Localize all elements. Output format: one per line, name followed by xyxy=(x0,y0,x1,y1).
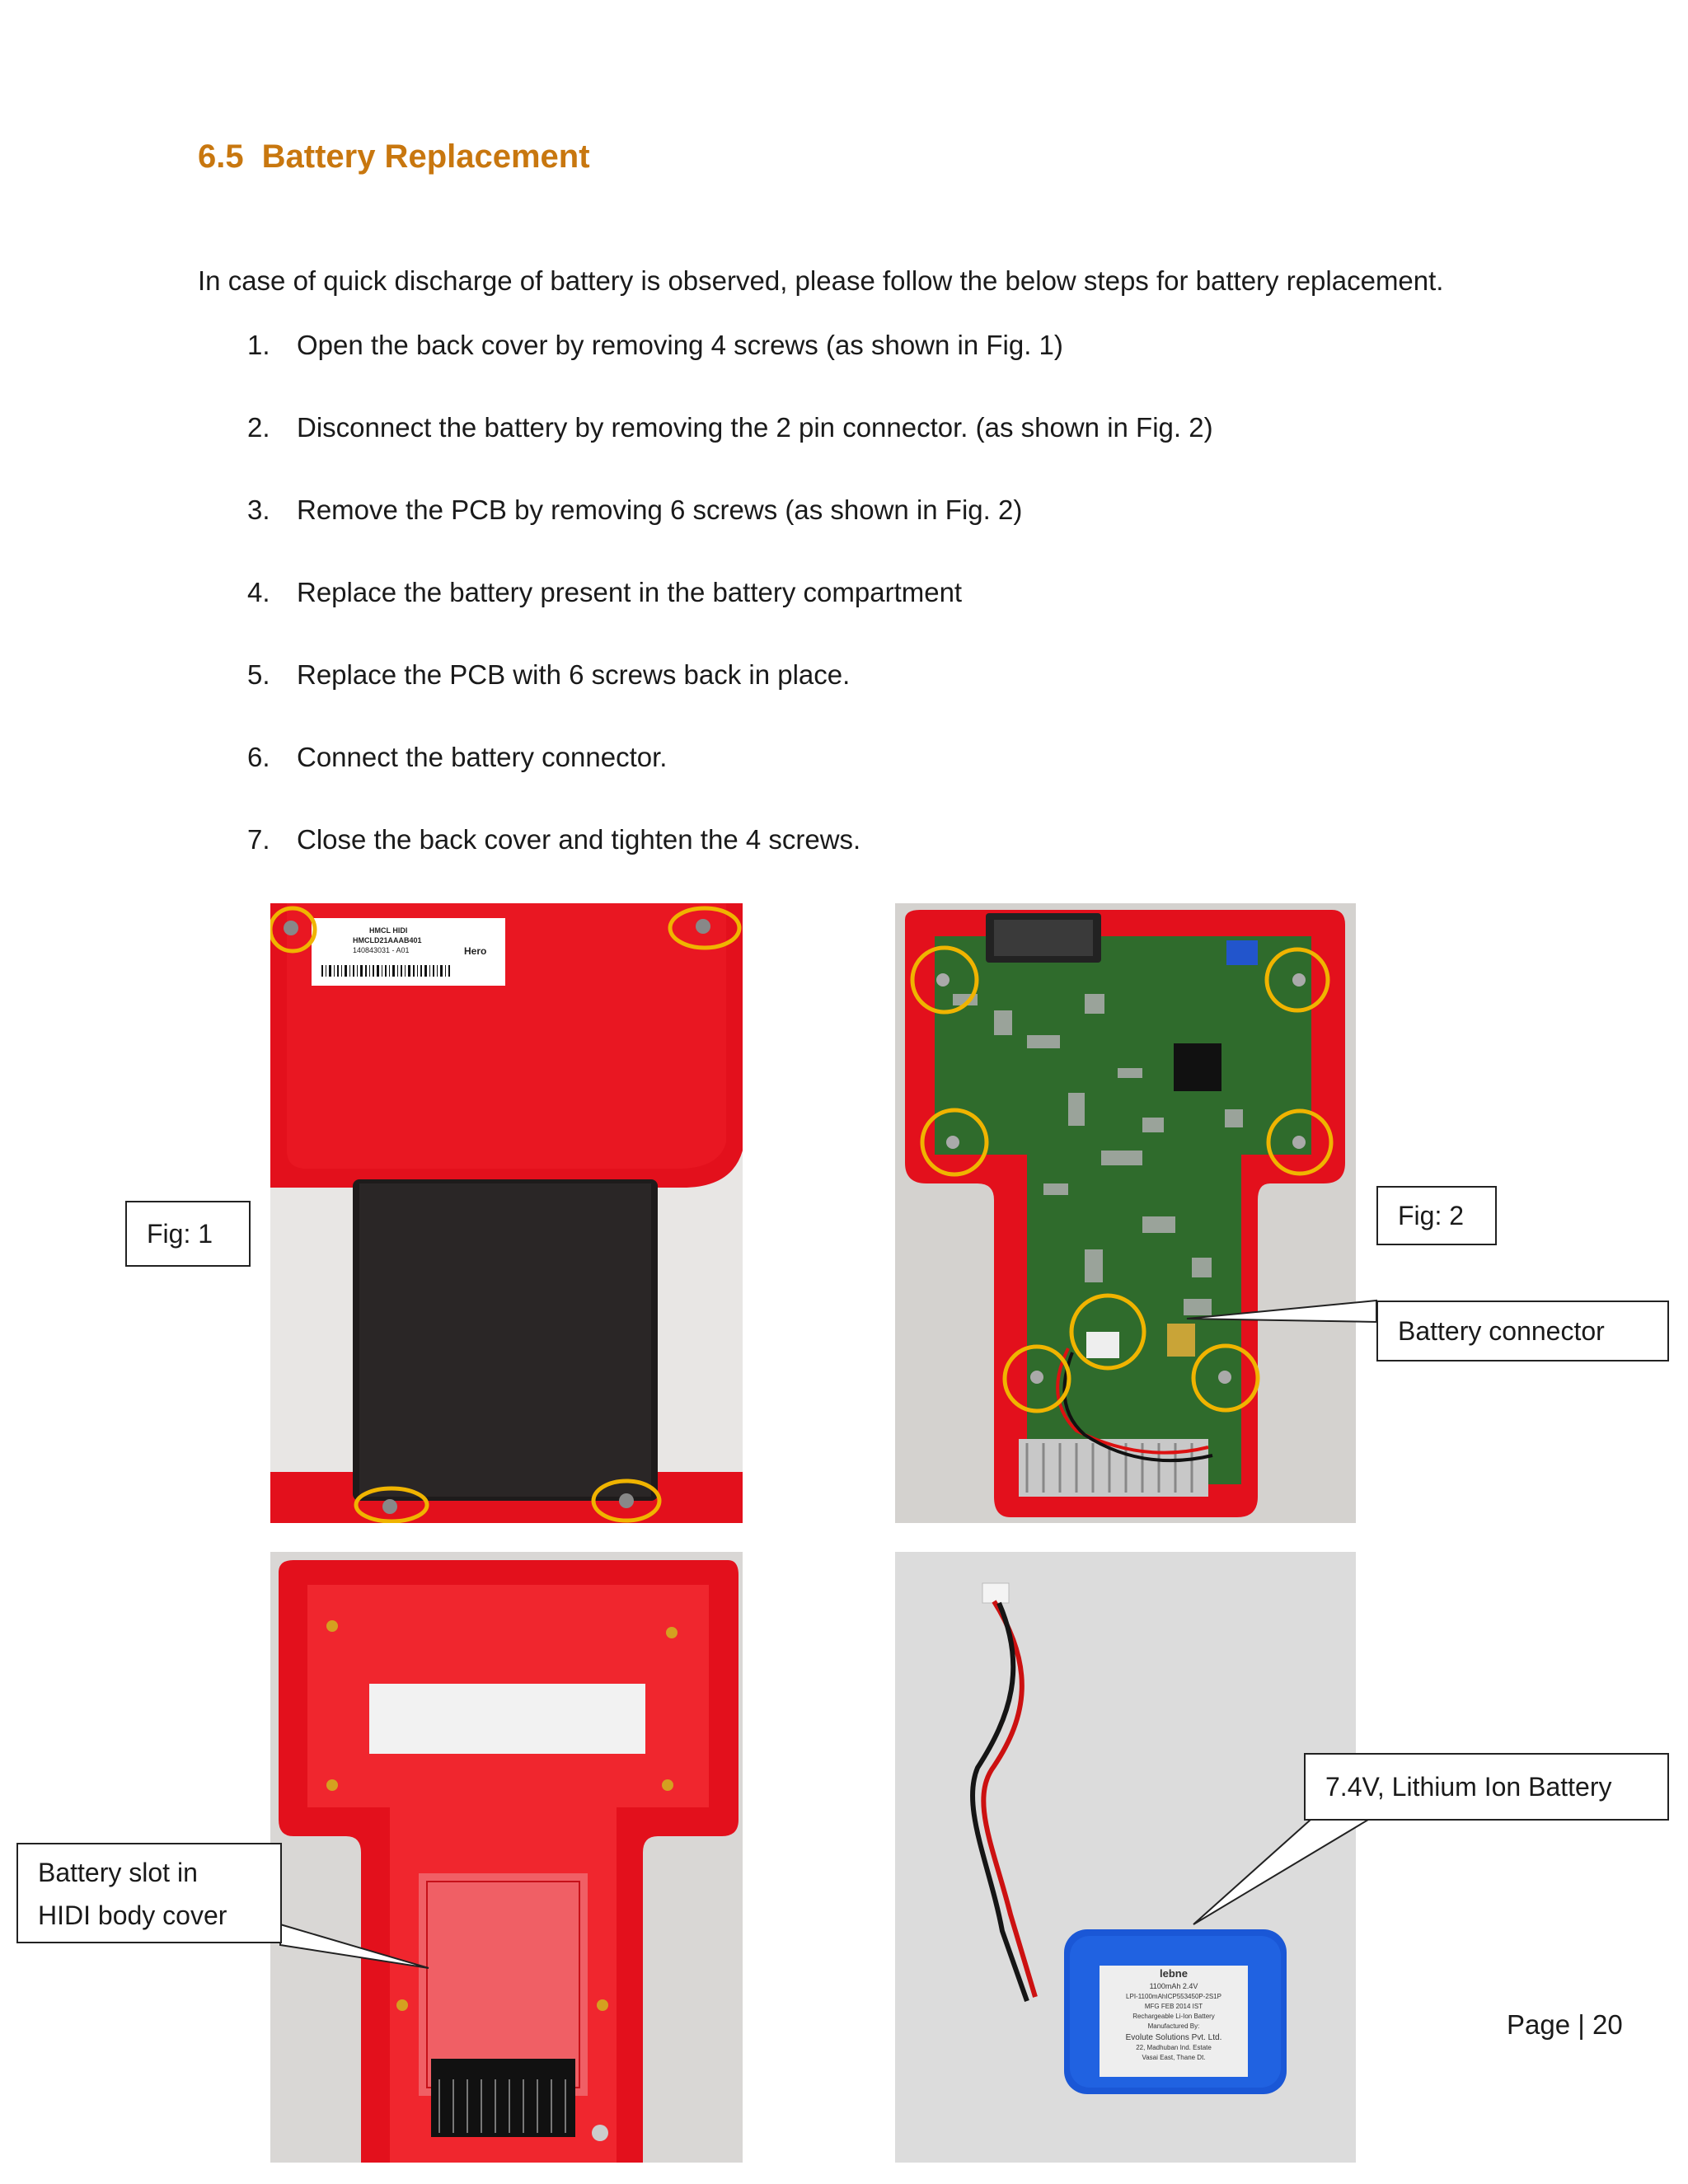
page-number xyxy=(1507,2009,1623,2041)
battery-line1: 1100mAh 2.4V xyxy=(1149,1982,1198,1990)
step-number: 3. xyxy=(247,494,270,525)
battery-line8: Vasai East, Thane Dt. xyxy=(1142,2054,1206,2061)
battery-line7: 22, Madhuban Ind. Estate xyxy=(1136,2044,1212,2051)
page-number-value: 20 xyxy=(1592,2009,1623,2040)
step-text: Replace the PCB with 6 screws back in place. xyxy=(297,659,851,690)
sticker-line1: HMCL HIDI xyxy=(369,926,408,935)
step-number: 4. xyxy=(247,577,270,607)
battery-slot-line1: Battery slot in xyxy=(38,1858,198,1887)
sticker-brand: Hero xyxy=(464,945,487,957)
step-number: 7. xyxy=(247,824,270,855)
section-title: Battery Replacement xyxy=(261,138,590,175)
battery-line4: Rechargeable Li-Ion Battery xyxy=(1132,2013,1215,2020)
step-number: 2. xyxy=(247,412,270,443)
fig2-pcb-photo xyxy=(895,903,1356,1523)
battery-line6: Evolute Solutions Pvt. Ltd. xyxy=(1125,2033,1222,2042)
section-heading xyxy=(198,138,590,176)
battery-spec-label: 7.4V, Lithium Ion Battery xyxy=(1304,1753,1669,1821)
page-separator: | xyxy=(1578,2009,1585,2040)
page-label: Page xyxy=(1507,2009,1571,2040)
step-number: 6. xyxy=(247,742,270,772)
battery-slot-label xyxy=(16,1843,282,1943)
fig2-label: Fig: 2 xyxy=(1376,1186,1497,1245)
step-number: 5. xyxy=(247,659,270,690)
step-text: Open the back cover by removing 4 screws (as shown in Fig. 1) xyxy=(297,330,1063,360)
step-text: Remove the PCB by removing 6 screws (as shown in Fig. 2) xyxy=(297,494,1023,525)
step-text: Replace the battery present in the battery compartment xyxy=(297,577,963,607)
step-text: Close the back cover and tighten the 4 screws. xyxy=(297,824,861,855)
step-number: 1. xyxy=(247,330,270,360)
battery-brand: lebne xyxy=(1160,1967,1188,1980)
battery-slot-line2: HIDI body cover xyxy=(38,1900,227,1930)
battery-line3: MFG FEB 2014 IST xyxy=(1144,2003,1203,2010)
section-number: 6.5 xyxy=(198,138,244,175)
battery-photo xyxy=(895,1552,1356,2163)
battery-line2: LPI-1100mAhICP553450P-2S1P xyxy=(1126,1993,1221,2000)
battery-line5: Manufactured By: xyxy=(1147,2022,1200,2030)
intro-paragraph: In case of quick discharge of battery is observed, please follow the below steps for battery replacement. xyxy=(198,265,1444,296)
body-cover-photo xyxy=(270,1552,743,2163)
fig1-label: Fig: 1 xyxy=(125,1201,251,1267)
fig1-back-cover-photo xyxy=(270,903,743,1523)
battery-connector-label: Battery connector xyxy=(1376,1301,1669,1361)
step-text: Connect the battery connector. xyxy=(297,742,668,772)
sticker-line2: HMCLD21AAAB401 xyxy=(353,936,422,944)
sticker-line3: 140843031 - A01 xyxy=(353,946,410,954)
step-text: Disconnect the battery by removing the 2 pin connector. (as shown in Fig. 2) xyxy=(297,412,1213,443)
